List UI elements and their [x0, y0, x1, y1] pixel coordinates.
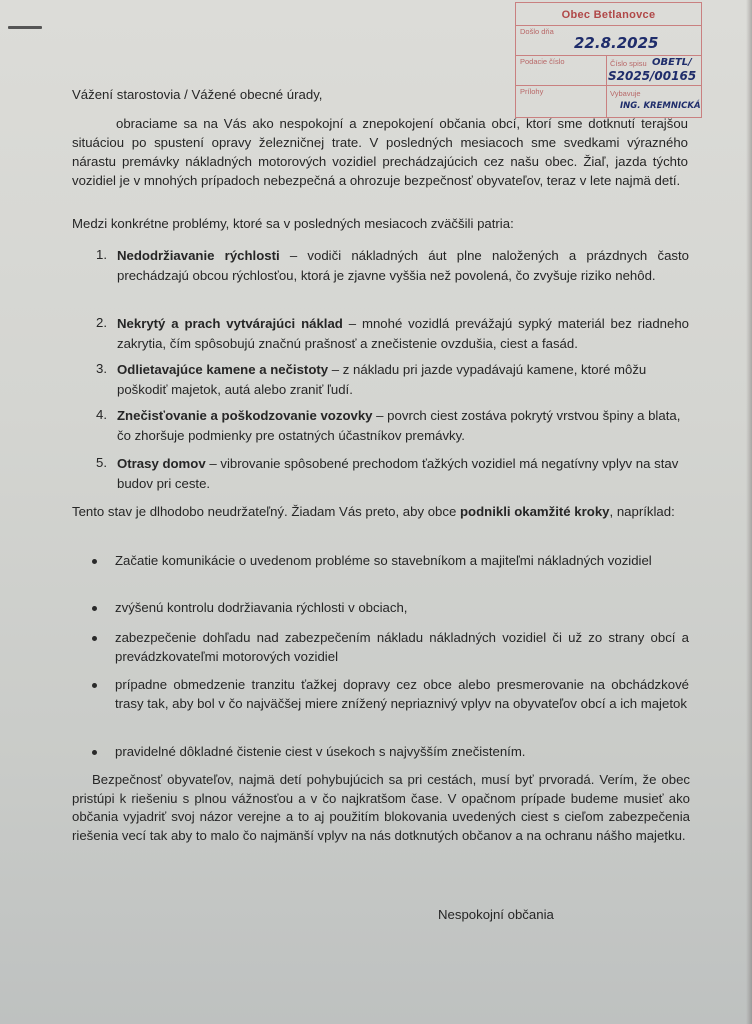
stamp-attachments-label: Prílohy: [520, 87, 544, 96]
problem-number: 1.: [96, 247, 107, 262]
problem-item: [117, 360, 697, 399]
problem-text: – mnohé vozidlá prevážajú sypký materiál bez riadneho zakrytia, čím spôsobujú značnú prašnosť a znečistenie ovzdušia, ciest a fasád.: [117, 316, 689, 351]
stamp-handled-by-label: Vybavuje: [610, 89, 641, 98]
stamp-received-date: 22.8.2025: [574, 34, 659, 52]
problem-item: [117, 314, 689, 353]
problem-title: Znečisťovanie a poškodzovanie vozovky: [117, 408, 373, 423]
bullet-icon: [92, 750, 97, 755]
problem-number: 4.: [96, 407, 107, 422]
registry-stamp: [515, 2, 702, 118]
problem-number: 5.: [96, 455, 107, 470]
closing-paragraph: Bezpečnosť obyvateľov, najmä detí pohybujúcich sa pri cestách, musí byť prvoradá. Verím, že obec pristúpi k riešeniu s plnou vážnosťou a v čo najkratšom čase. V opačnom prípade budeme musieť ako občania vyjadriť svoj názor verejne a to aj použitím blokovania uvedených ciest s cieľom zabezpečenia riešenia vecí tak aby to malo čo najmänší vplyv na nás dotknutých občanov a na ochranu nášho majetku.: [72, 772, 690, 843]
problem-text: – vibrovanie spôsobené prechodom ťažkých vozidiel má negatívny vplyv na stav budov pri ceste.: [117, 456, 679, 491]
measure-item: Začatie komunikácie o uvedenom probléme so stavebníkom a majiteľmi nákladných vozidiel: [115, 553, 652, 568]
stamp-divider: [516, 25, 701, 26]
stamp-filing-label: Podacie číslo: [520, 57, 565, 66]
demand-text-end: , napríklad:: [609, 504, 675, 519]
stamp-divider: [606, 55, 607, 117]
problem-number: 3.: [96, 361, 107, 376]
intro-paragraph: obraciame sa na Vás ako nespokojní a znepokojení občania obcí, ktorí sme dotknutí terajšou situáciou po spustení opravy železničnej trate. V posledných mesiacoch sme svedkami výrazného nárastu premávky nákladných motorových vozidiel prechádzajúcich cez našu obec. Žiaľ, jazda týchto vozidiel je v mnohých prípadoch nebezpečná a ohrozuje bezpečnosť obyvateľov, teraz v lete najmä detí.: [72, 116, 688, 188]
problem-text: – z nákladu pri jazde vypadávajú kamene, ktoré môžu poškodiť majetok, autá alebo zraniť ľudí.: [117, 362, 647, 397]
problem-text: – povrch ciest zostáva pokrytý vrstvou špiny a blata, čo zhoršuje podmienky pre ostatných účastníkov premávky.: [117, 408, 681, 443]
bullet-icon: [92, 559, 97, 564]
problem-item: [117, 246, 689, 285]
stamp-file-number-line2: S2025/00165: [608, 69, 697, 83]
bullet-icon: [92, 636, 97, 641]
bullet-icon: [92, 683, 97, 688]
stamp-divider: [516, 55, 701, 56]
bullet-icon: [92, 606, 97, 611]
problem-text: – vodiči nákladných áut plne naložených a prázdnych často prechádzajú obcou rýchlosťou, ktorá je zjavne vyššia než povolená, čo zvyšuje riziko nehôd.: [117, 248, 689, 283]
problem-title: Otrasy domov: [117, 456, 206, 471]
signature: Nespokojní občania: [438, 907, 554, 922]
problem-title: Nedodržiavanie rýchlosti: [117, 248, 280, 263]
problems-intro: Medzi konkrétne problémy, ktoré sa v posledných mesiacoch zväčšili patria:: [72, 216, 514, 231]
measure-item: zvýšenú kontrolu dodržiavania rýchlosti v obciach,: [115, 600, 408, 615]
demand-text: Tento stav je dlhodobo neudržateľný. Žiadam Vás preto, aby obce: [72, 504, 460, 519]
stamp-file-number-line1: OBETL/: [652, 57, 692, 68]
problem-title: Nekrytý a prach vytvárajúci náklad: [117, 316, 343, 331]
page-edge-shadow: [746, 0, 752, 1024]
problem-title: Odlietavajúce kamene a nečistoty: [117, 362, 329, 377]
problem-number: 2.: [96, 315, 107, 330]
problem-item: [117, 406, 697, 445]
stamp-handled-by: ING. KREMNICKÁ: [620, 101, 701, 111]
problem-item: [117, 454, 697, 493]
salutation: Vážení starostovia / Vážené obecné úrady,: [72, 87, 323, 102]
stamp-received-label: Došlo dňa: [520, 27, 554, 36]
demand-emphasis: podnikli okamžité kroky: [460, 504, 610, 519]
stamp-file-number-label: Číslo spisu: [610, 59, 647, 68]
stamp-divider: [516, 85, 701, 86]
measure-item: prípadne obmedzenie tranzitu ťažkej dopravy cez obce alebo presmerovanie na obchádzkové trasy tak, aby bol v čo najväčšej miere znížený nepriaznivý vplyv na obyvateľov obcí a ich majetok: [115, 677, 689, 711]
punch-mark: [8, 26, 42, 29]
measure-item: pravidelné dôkladné čistenie ciest v úsekoch s najvyšším znečistením.: [115, 744, 526, 759]
stamp-office: Obec Betlanovce: [561, 9, 656, 21]
measure-item: zabezpečenie dohľadu nad zabezpečením nákladu nákladných vozidiel či už zo strany obcí a prevádzkovateľmi motorových vozidiel: [115, 630, 689, 664]
demand-paragraph: [72, 502, 690, 521]
